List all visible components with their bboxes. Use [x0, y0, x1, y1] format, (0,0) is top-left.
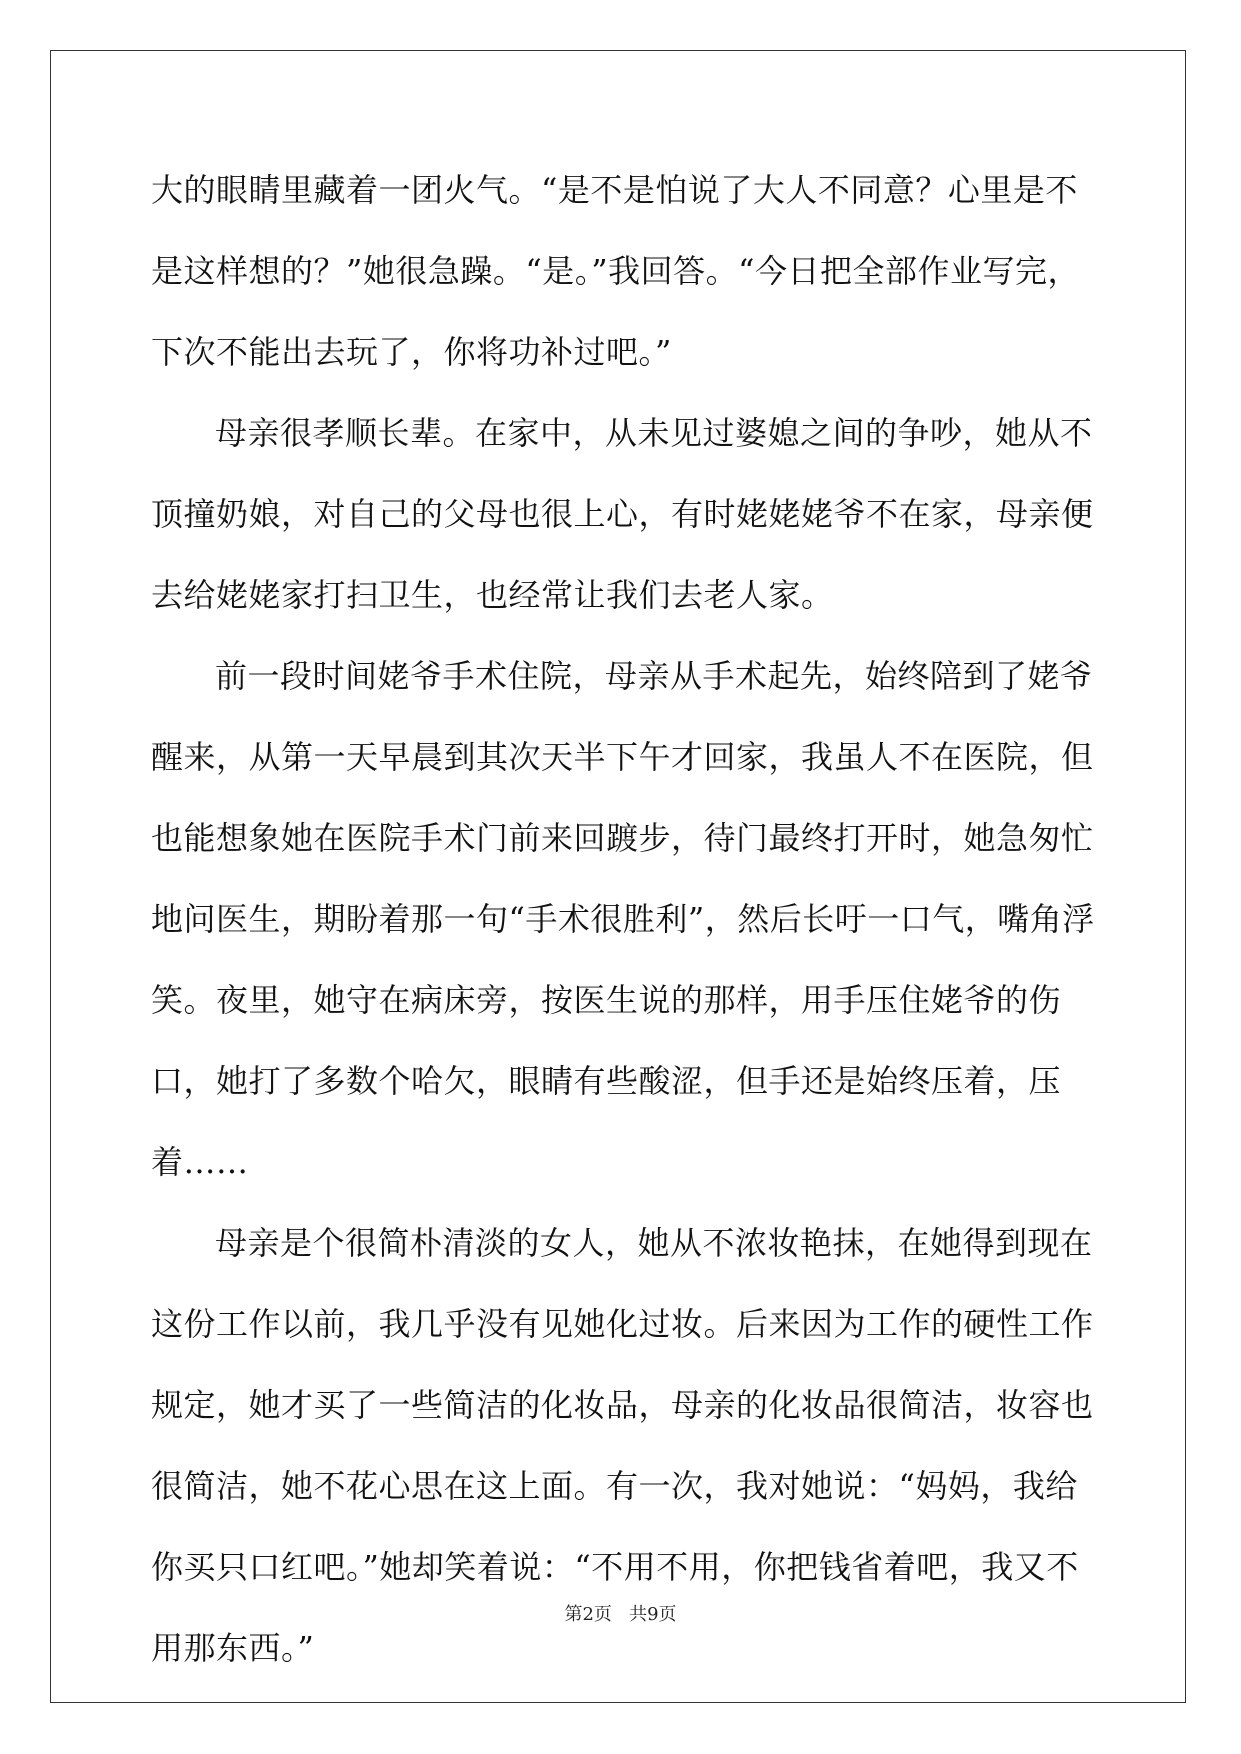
page-footer	[0, 1600, 1241, 1626]
page-total: 共9页	[629, 1604, 677, 1625]
paragraph: 母亲很孝顺长辈。在家中，从未见过婆媳之间的争吵，她从不顶撞奶娘，对自己的父母也很上心，有时姥姥姥爷不在家，母亲便去给姥姥家打扫卫生，也经常让我们去老人家。	[151, 414, 1094, 614]
page-number: 第2页	[564, 1604, 612, 1625]
paragraph: 大的眼睛里藏着一团火气。“是不是怕说了大人不同意？心里是不是这样想的？”她很急躁。“是。”我回答。“今日把全部作业写完，下次不能出去玩了，你将功补过吧。”	[151, 171, 1080, 371]
paragraph: 前一段时间姥爷手术住院，母亲从手术起先，始终陪到了姥爷醒来，从第一天早晨到其次天半下午才回家，我虽人不在医院，但也能想象她在医院手术门前来回踱步，待门最终打开时，她急匆忙地问医生，期盼着那一句“手术很胜利”，然后长吁一口气，嘴角浮笑。夜里，她守在病床旁，按医生说的那样，用手压住姥爷的伤口，她打了多数个哈欠，眼睛有些酸涩，但手还是始终压着，压着……	[151, 657, 1095, 1181]
document-body	[151, 150, 1101, 1689]
paragraph: 母亲是个很简朴清淡的女人，她从不浓妆艳抹，在她得到现在这份工作以前，我几乎没有见她化过妆。后来因为工作的硬性工作规定，她才买了一些简洁的化妆品，母亲的化妆品很简洁，妆容也很简洁，她不花心思在这上面。有一次，我对她说：“妈妈，我给你买只口红吧。”她却笑着说：“不用不用，你把钱省着吧，我又不用那东西。”	[151, 1224, 1094, 1667]
